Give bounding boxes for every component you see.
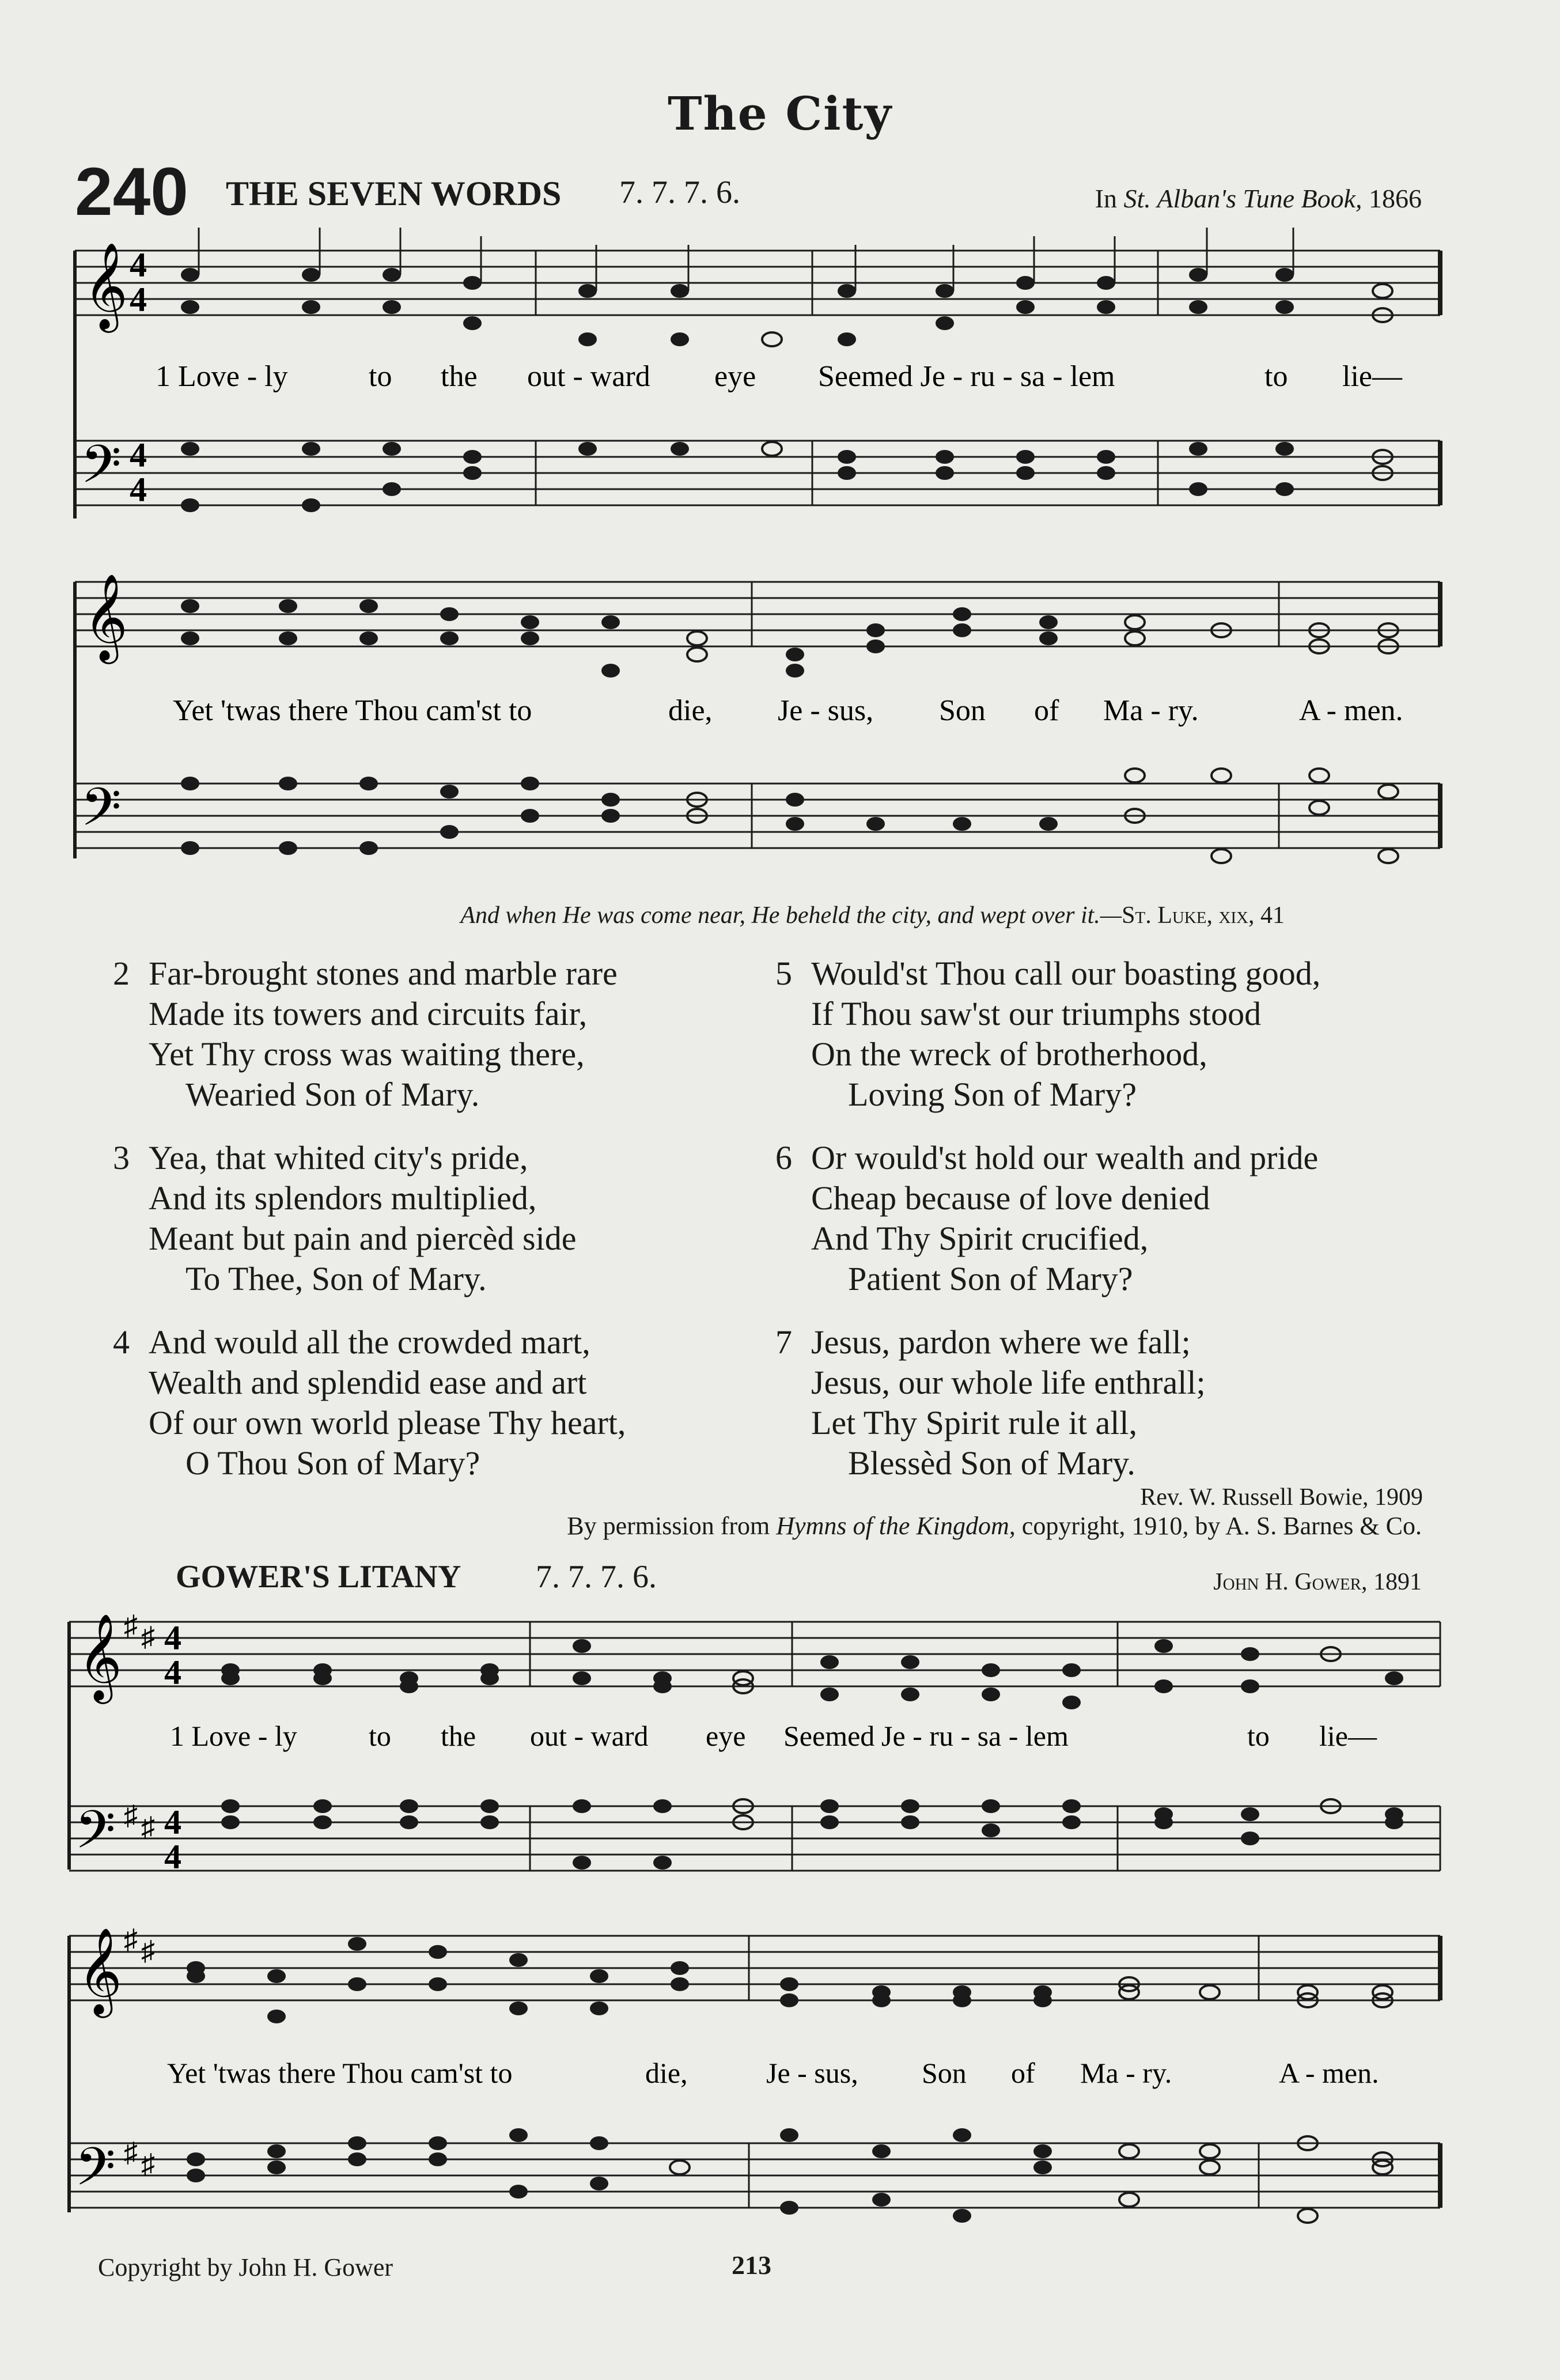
lyrics-line-4 bbox=[167, 2057, 1379, 2089]
svg-text:of: of bbox=[1011, 2057, 1035, 2089]
svg-text:to: to bbox=[369, 360, 392, 393]
page-number: 213 bbox=[732, 2250, 771, 2280]
verse-4: 4 And would all the crowded mart, Wealth and splendid ease and art Of our own world please Thy heart, O Thou Son of Mary? bbox=[113, 1323, 626, 1482]
svg-text:Son: Son bbox=[922, 2057, 967, 2089]
tune-meter: 7. 7. 7. 6. bbox=[619, 175, 740, 210]
svg-text:♯: ♯ bbox=[141, 1812, 155, 1842]
svg-text:Ma - ry.: Ma - ry. bbox=[1103, 694, 1199, 727]
svg-text:out - ward: out - ward bbox=[527, 360, 650, 393]
svg-text:die,: die, bbox=[668, 694, 713, 727]
svg-text:the: the bbox=[441, 1720, 476, 1752]
svg-text:Yet 'twas there Thou cam'st to: Yet 'twas there Thou cam'st to bbox=[173, 694, 532, 727]
svg-text:to: to bbox=[369, 1720, 391, 1752]
svg-text:the: the bbox=[441, 360, 478, 393]
source-title: St. Alban's Tune Book, bbox=[1123, 184, 1362, 213]
svg-text:4: 4 bbox=[130, 471, 147, 509]
lyrics-line-3 bbox=[170, 1720, 1377, 1752]
svg-text:Seemed: Seemed bbox=[783, 1720, 875, 1752]
bass-clef-icon: 𝄢 bbox=[81, 436, 122, 506]
svg-text:♯: ♯ bbox=[124, 1800, 138, 1831]
svg-text:Je - sus,: Je - sus, bbox=[766, 2057, 858, 2089]
tune-name: THE SEVEN WORDS bbox=[226, 175, 562, 213]
svg-text:♯: ♯ bbox=[141, 2149, 155, 2180]
svg-text:4: 4 bbox=[130, 281, 147, 319]
svg-text:Je - ru - sa - lem: Je - ru - sa - lem bbox=[881, 1720, 1069, 1752]
lyrics-line-2 bbox=[173, 694, 1403, 727]
permission-note: By permission from Hymns of the Kingdom, copyright, 1910, by A. S. Barnes & Co. bbox=[567, 1512, 1422, 1540]
source-year: 1866 bbox=[1369, 184, 1422, 213]
svg-text:to: to bbox=[1264, 360, 1288, 393]
hymn-number: 240 bbox=[75, 154, 188, 230]
svg-text:Son: Son bbox=[939, 694, 986, 727]
verse-3: 3 Yea, that whited city's pride, And its splendors multiplied, Meant but pain and piercèd side To Thee, Son of Mary. bbox=[113, 1139, 577, 1297]
svg-text:𝄢: 𝄢 bbox=[81, 779, 122, 849]
svg-text:Yet 'twas there Thou cam'st to: Yet 'twas there Thou cam'st to bbox=[167, 2057, 513, 2089]
svg-text:4: 4 bbox=[130, 436, 147, 474]
svg-text:4: 4 bbox=[164, 1838, 181, 1876]
svg-text:to: to bbox=[1247, 1720, 1270, 1752]
copyright-notice: Copyright by John H. Gower bbox=[98, 2253, 393, 2281]
svg-text:out - ward: out - ward bbox=[530, 1720, 649, 1752]
svg-text:♯: ♯ bbox=[124, 1610, 138, 1641]
svg-text:𝄢: 𝄢 bbox=[75, 1802, 116, 1872]
music-system-4 bbox=[63, 1913, 1452, 2235]
svg-text:A - men.: A - men. bbox=[1299, 694, 1403, 727]
lyrics-line-1 bbox=[156, 360, 1403, 393]
notes-treble bbox=[181, 268, 1294, 346]
music-system-3 bbox=[63, 1599, 1452, 1898]
scripture-reference: St. Luke, xix, 41 bbox=[1122, 902, 1285, 929]
bass-staff bbox=[75, 441, 1440, 505]
svg-text:𝄞: 𝄞 bbox=[78, 1930, 122, 2013]
svg-text:of: of bbox=[1034, 694, 1059, 727]
treble-clef-icon: 𝄞 bbox=[84, 245, 128, 328]
section-title: The City bbox=[668, 86, 892, 141]
svg-text:4: 4 bbox=[164, 1653, 181, 1692]
svg-text:4: 4 bbox=[164, 1803, 181, 1841]
tune-source bbox=[1095, 183, 1422, 214]
scripture-quote bbox=[0, 902, 1285, 929]
svg-text:Ma - ry.: Ma - ry. bbox=[1080, 2057, 1172, 2089]
time-signature: 4 bbox=[130, 246, 147, 284]
svg-text:1 Love - ly: 1 Love - ly bbox=[156, 360, 288, 393]
music-system-1 bbox=[69, 225, 1452, 547]
svg-text:𝄢: 𝄢 bbox=[75, 2139, 116, 2209]
svg-text:Je - sus,: Je - sus, bbox=[778, 694, 874, 727]
source-prefix: In bbox=[1095, 184, 1117, 213]
svg-text:eye: eye bbox=[706, 1720, 746, 1752]
author-credit: Rev. W. Russell Bowie, 1909 bbox=[1140, 1484, 1423, 1511]
svg-text:lie—: lie— bbox=[1319, 1720, 1377, 1752]
svg-text:♯: ♯ bbox=[141, 1622, 155, 1652]
treble-stems bbox=[199, 228, 1293, 291]
svg-text:𝄞: 𝄞 bbox=[84, 576, 128, 659]
svg-text:♯: ♯ bbox=[124, 1924, 138, 1955]
svg-text:𝄞: 𝄞 bbox=[78, 1616, 122, 1699]
verse-5: 5 Would'st Thou call our boasting good, If Thou saw'st our triumphs stood On the wreck of brotherhood, Loving Son of Mary? bbox=[775, 955, 1321, 1113]
svg-text:eye: eye bbox=[714, 360, 756, 393]
svg-text:♯: ♯ bbox=[124, 2137, 138, 2168]
svg-text:Seemed Je - ru - sa - lem: Seemed Je - ru - sa - lem bbox=[818, 360, 1115, 393]
svg-text:lie—: lie— bbox=[1342, 360, 1402, 393]
svg-text:die,: die, bbox=[645, 2057, 688, 2089]
notes-bass bbox=[181, 442, 1294, 512]
verse-6: 6 Or would'st hold our wealth and pride Cheap because of love denied And Thy Spirit crucified, Patient Son of Mary? bbox=[775, 1139, 1319, 1297]
tune2-composer: John H. Gower, 1891 bbox=[1213, 1569, 1422, 1595]
svg-text:A - men.: A - men. bbox=[1279, 2057, 1379, 2089]
tune2-meter: 7. 7. 7. 6. bbox=[536, 1559, 657, 1595]
verse-7: 7 Jesus, pardon where we fall; Jesus, our whole life enthrall; Let Thy Spirit rule it all, Blessèd Son of Mary. bbox=[775, 1323, 1206, 1482]
svg-text:4: 4 bbox=[164, 1619, 181, 1657]
svg-text:1 Love - ly: 1 Love - ly bbox=[170, 1720, 297, 1752]
tune2-name: GOWER'S LITANY bbox=[176, 1559, 461, 1595]
music-system-2 bbox=[69, 553, 1452, 899]
scripture-text: And when He was come near, He beheld the city, and wept over it.— bbox=[460, 902, 1122, 929]
verse-2: 2 Far-brought stones and marble rare Made its towers and circuits fair, Yet Thy cross was waiting there, Wearied Son of Mary. bbox=[113, 955, 618, 1113]
svg-text:♯: ♯ bbox=[141, 1936, 155, 1966]
